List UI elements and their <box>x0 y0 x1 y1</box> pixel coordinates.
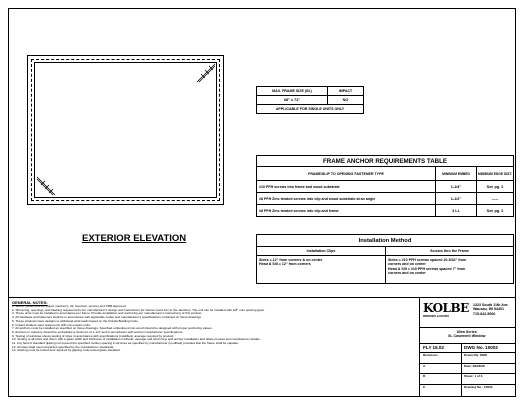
title-block-rule <box>420 327 516 328</box>
title-block-rule <box>420 343 516 344</box>
frame-size-value: 68" x 72" <box>257 96 328 105</box>
anchor-col-type-header: FRAME/SLIP TO OPENING FASTENER TYPE <box>257 167 436 181</box>
general-note-line: 10. Testing of all sizes and doors with a glass width and thickness of installation methods, average and wind zone and anchor installation and utilize product test manufacturer details. <box>12 338 261 342</box>
anchor-table-title: FRAME ANCHOR REQUIREMENTS TABLE <box>257 156 514 167</box>
installation-clips-cell <box>257 256 386 284</box>
frame-line: corners and on center <box>388 270 426 275</box>
sash-hinge-icon <box>195 62 217 84</box>
frame-line: Sides = #10 PFH screws spaced 10-5/32" from <box>388 258 467 262</box>
general-note-line: 6. Impact shutters were tested only with non-impact units. <box>12 323 91 327</box>
general-note-line: 2. Shimming, openings, and flashing requirements per manufacturer's design and instructions for interior wood trim in the sketches. The unit can be installed with 1/8" max spacing gaps. <box>12 308 265 312</box>
revision-cell: C <box>423 384 426 389</box>
anchor-row <box>257 181 514 193</box>
installation-method-table <box>256 234 514 284</box>
general-notes-list <box>12 305 416 353</box>
logo-wordmark: KOLBE <box>423 301 469 315</box>
impact-header: IMPACT <box>328 87 364 96</box>
clips-line: Head & Sill = 12" from corners <box>259 262 311 267</box>
product-name <box>448 330 485 339</box>
logo-subtitle: WINDOWS & DOORS <box>423 315 449 318</box>
frame-size-table <box>256 86 364 114</box>
anchor-col-edge-header: MINIMUM EDGE DIST. <box>477 167 514 181</box>
address-line: 715-842-5666 <box>473 311 496 316</box>
anchor-row-edge: See pg. 2 <box>477 205 514 217</box>
installation-frame-cell <box>386 256 514 284</box>
kolbe-logo <box>423 302 467 324</box>
revision-cell: Revisions <box>423 353 438 357</box>
title-block-info-cell: Drawn By: DMS <box>464 353 488 357</box>
general-note-line: 8. Anchors in masonry should be embedded a minimum of 1-1/4" and in accordance with anchor manufacturer specifications. <box>12 330 184 334</box>
fl-number: FL# 15.02 <box>423 345 444 350</box>
revision-cell: A <box>423 363 426 368</box>
anchor-row-embed: 3 Lt. <box>436 205 477 217</box>
anchor-col-embed-header: MINIMUM EMBED <box>436 167 477 181</box>
general-notes-title: GENERAL NOTES: <box>12 300 48 305</box>
general-notes <box>12 300 416 353</box>
anchor-row-embed: 1-1/2" <box>436 193 477 205</box>
dwg-number: DWG No. 10002 <box>464 345 498 350</box>
frame-size-footer: APPLICABLE FOR SINGLE UNITS ONLY <box>257 105 364 114</box>
window-glass <box>34 62 217 198</box>
address-line: Wausau, WI 54401 <box>473 307 505 312</box>
revision-cell: B <box>423 374 426 378</box>
installation-frame-header: Screws thru the Frame <box>386 247 514 256</box>
anchor-row-embed: 1-1/4" <box>436 181 477 193</box>
title-block-info-cell: Date: 08/26/08 <box>464 363 485 368</box>
general-note-line: 12. All steel shall meet properties specified by the manufacturer standards. <box>12 345 115 349</box>
general-note-line: 11. Any field of standard glazing not exceed the specified mullion spacing in all sizes as specified by manufacturer (modified) provided that the frame shall be capable. <box>12 342 239 346</box>
anchor-row <box>257 193 514 205</box>
installation-title: Installation Method <box>257 235 514 247</box>
anchor-row-edge: ----- <box>477 193 514 205</box>
frame-size-header: MAX. FRAME SIZE (IN.) <box>257 87 328 96</box>
general-note-line: 1. Wood: yellow pine (or equal, southern), (fir, hemlock, spruce) and PRB approved. <box>12 305 127 308</box>
general-note-line: 5. These windows have designs to withstand wind loads based on the Florida Building Code. <box>12 319 139 323</box>
frame-line: corners and on center <box>388 262 426 267</box>
address-line: 1323 South 11th Ave. <box>473 303 509 307</box>
anchor-row <box>257 205 514 217</box>
anchor-row-type: #10 PFH screws into frame and wood substrate <box>257 181 436 193</box>
title-block <box>420 298 516 396</box>
general-note-line: 7. All anchors must be installed as specified on these drawings. Specified embedment into wood should be designed with proper anchoring values. <box>12 327 213 331</box>
product-line: XL Casement Window <box>448 334 486 339</box>
anchor-row-type: #8 PFH Zinc treated screws into clip and frame <box>257 205 436 217</box>
title-block-info-cell: Drawing No.: 10002 <box>464 384 493 389</box>
anchor-row-edge: See pg. 2 <box>477 181 514 193</box>
installation-clips-header: Installation Clips <box>257 247 386 256</box>
sash-handle-icon <box>35 175 57 197</box>
general-note-line: 3. These units must be installed in accordance per frame. Provide installation and anchoring per manufacturer's instructions of this product. <box>12 312 203 316</box>
product-line: Ultra Series <box>456 330 477 334</box>
elevation-label: EXTERIOR ELEVATION <box>82 233 187 244</box>
anchor-row-type: #8 PFH Zinc treated screws into clip and wood substrate at an angle <box>257 193 436 205</box>
general-note-line: 4. All hardware and fasteners shall be in accordance with applicable codes and manufacturer's specifications contained on these drawings. <box>12 316 202 320</box>
general-note-line: 9. Testing of windows shows testing of sizes in accordance with specifications (modified), average required by product. <box>12 334 175 338</box>
drawing-sheet <box>8 8 516 397</box>
impact-value: NO <box>328 96 364 105</box>
title-block-info-cell: Sheet: 1 of 3 <box>464 374 483 378</box>
frame-line: Head & Sill = #10 PFH screws spaced 7" from <box>388 266 466 271</box>
clips-line: Sides = 12" from corners & on center <box>259 258 323 262</box>
anchor-requirements-table <box>256 155 514 217</box>
company-address <box>473 303 509 316</box>
title-block-col-rule <box>461 343 462 396</box>
general-note-line: 13. Glazing must be tested and required by glazing code tested glass standard. <box>12 349 121 353</box>
